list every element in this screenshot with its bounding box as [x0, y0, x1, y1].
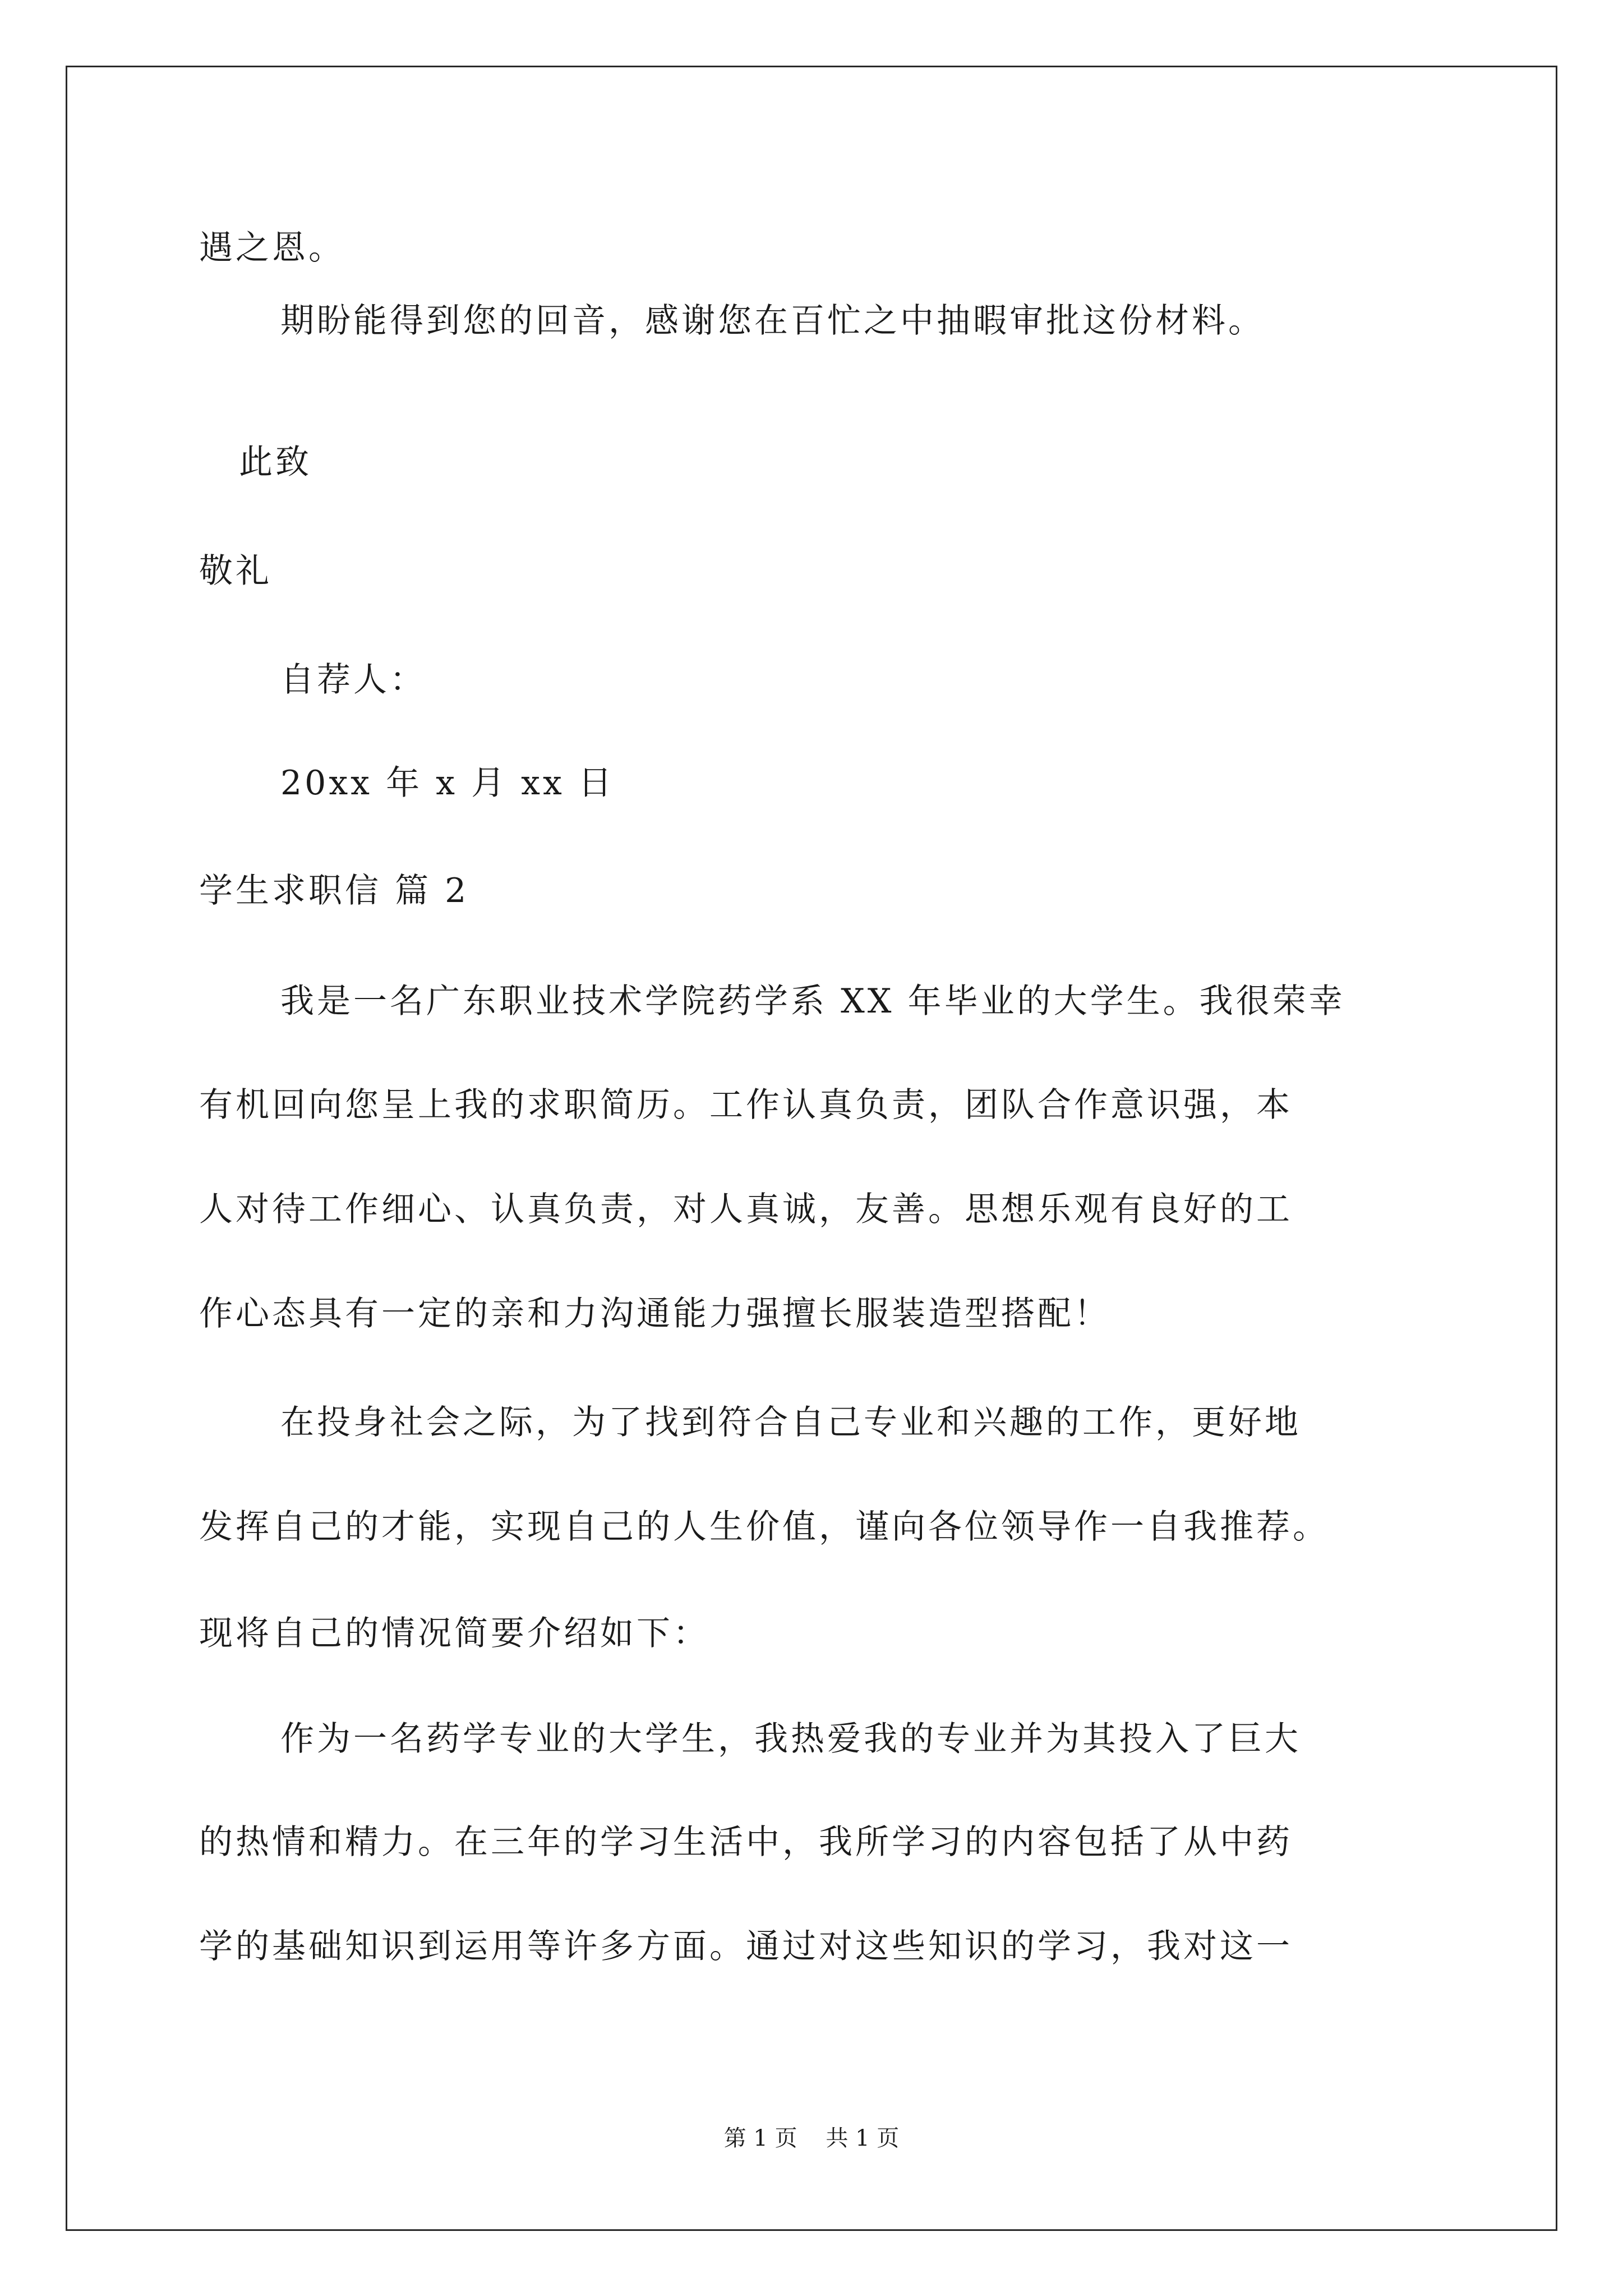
text-line: 遇之恩。	[199, 228, 345, 268]
signature-label: 自荐人：	[280, 660, 426, 700]
text-line: 作为一名药学专业的大学生，我热爱我的专业并为其投入了巨大	[280, 1719, 1301, 1759]
text-line: 在投身社会之际，为了找到符合自己专业和兴趣的工作，更好地	[280, 1403, 1301, 1442]
text-line: 的热情和精力。在三年的学习生活中，我所学习的内容包括了从中药	[199, 1823, 1293, 1862]
closing-salutation: 此致	[239, 443, 312, 482]
text-line: 期盼能得到您的回音，感谢您在百忙之中抽暇审批这份材料。	[280, 301, 1265, 341]
text-line: 人对待工作细心、认真负责，对人真诚，友善。思想乐观有良好的工	[199, 1190, 1293, 1229]
text-line: 我是一名广东职业技术学院药学系 XX 年毕业的大学生。我很荣幸	[280, 982, 1345, 1021]
section-title: 学生求职信 篇 2	[199, 871, 469, 910]
page-footer: 第 1 页 共 1 页	[723, 2125, 900, 2151]
date-line: 20xx 年 x 月 xx 日	[280, 763, 615, 803]
text-line: 发挥自己的才能，实现自己的人生价值，谨向各位领导作一自我推荐。	[199, 1507, 1329, 1547]
closing-salutation: 敬礼	[199, 551, 272, 591]
text-line: 现将自己的情况简要介绍如下：	[199, 1614, 709, 1653]
page-border	[66, 66, 1557, 2231]
text-line: 作心态具有一定的亲和力沟通能力强擅长服装造型搭配！	[199, 1294, 1110, 1333]
text-line: 学的基础知识到运用等许多方面。通过对这些知识的学习，我对这一	[199, 1927, 1293, 1966]
text-line: 有机回向您呈上我的求职简历。工作认真负责，团队合作意识强，本	[199, 1085, 1293, 1125]
